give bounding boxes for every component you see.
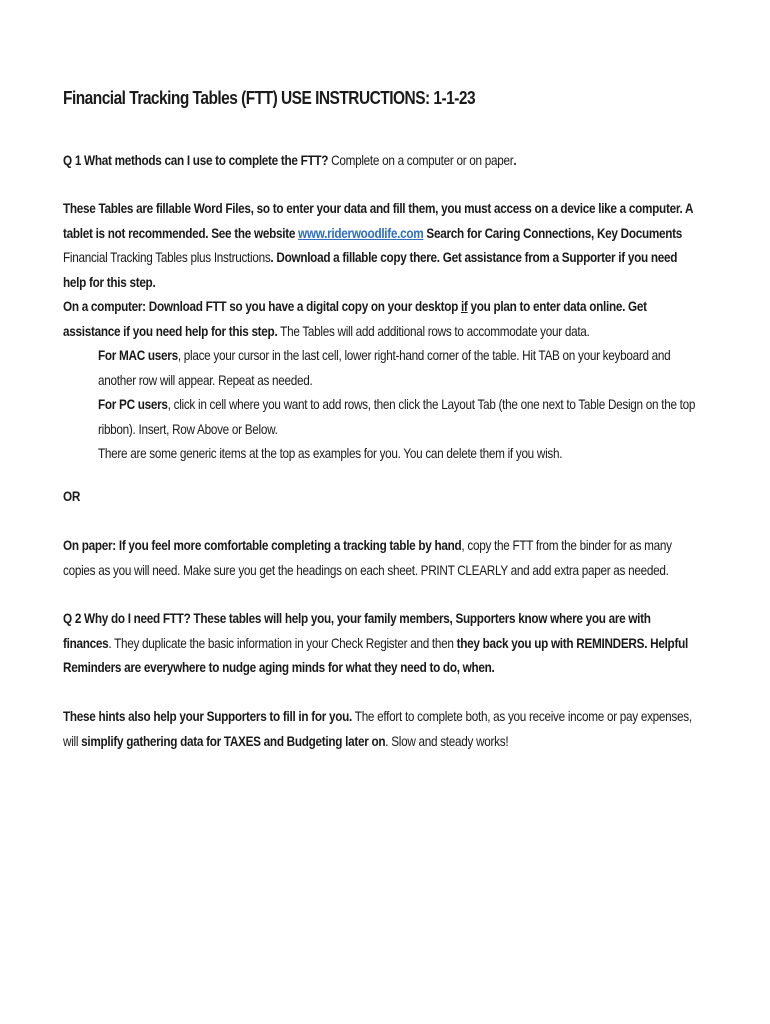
hints-text-1: The effort to complete both, as you receive income or pay expenses, will (63, 708, 692, 749)
computer-underlined-if: if (460, 298, 468, 314)
hints-paragraph (63, 704, 701, 753)
computer-text-3: The Tables will add additional rows to accommodate your data. (277, 322, 590, 339)
q1-answer: Complete on a computer or on paper (328, 152, 514, 168)
q1-question: Q 1 What methods can I use to complete the FTT? (63, 152, 329, 168)
fillable-text-1: These Tables are fillable Word Files, so to enter your data and fill them, you must access on a device like a computer. A tablet is not recommended. See the website (63, 200, 693, 241)
website-link[interactable]: www.riderwoodlife.com (298, 224, 424, 241)
mac-label: For MAC users (98, 347, 178, 363)
hints-bold-2: simplify gathering data for TAXES and Budgeting later on (81, 732, 386, 749)
pc-label: For PC users (98, 396, 168, 412)
or-separator: OR (63, 488, 81, 504)
hints-bold-1: These hints also help your Supporters to fill in for you. (63, 708, 353, 724)
computer-text-1: On a computer: Download FTT so you have a digital copy on your desktop (63, 298, 461, 314)
pc-text: , click in cell where you want to add rows, then click the Layout Tab (the one next to Table Design on the top ribbon). Insert, Row Above or Below. (98, 396, 696, 437)
computer-text-2: you plan to enter data online. Get assistance if you need help for this step. (63, 298, 647, 339)
q1-period: . (513, 152, 517, 168)
fillable-paragraph (63, 196, 701, 294)
document-title: Financial Tracking Tables (FTT) USE INSTRUCTIONS: 1-1-23 (63, 88, 476, 108)
q2-question: Q 2 Why do I need FTT? These tables will help you, your family members, Supporters know where you are with finances (63, 610, 651, 651)
q2-paragraph (63, 606, 701, 680)
paper-paragraph (63, 533, 701, 582)
hints-text-2: . Slow and steady works! (385, 732, 509, 749)
mac-text: , place your cursor in the last cell, lower right-hand corner of the table. Hit TAB on your keyboard and another row will appear. Repeat as needed. (98, 347, 671, 388)
pc-paragraph (98, 392, 699, 441)
mac-paragraph (98, 343, 699, 392)
q2-bold-3: . Helpful Reminders are everywhere to nudge aging minds for what they need to do, when. (63, 634, 688, 675)
fillable-text-2: Search for Caring Connections, Key Documents (423, 224, 683, 241)
computer-paragraph (63, 294, 701, 343)
paper-label: On paper: If you feel more comfortable completing a tracking table by hand (63, 537, 462, 553)
paper-text: , copy the FTT from the binder for as many copies as you will need. Make sure you get the headings on each sheet. PRINT CLEARLY and add extra paper as needed. (63, 537, 672, 578)
fillable-text-3: Financial Tracking Tables plus Instructions (63, 249, 271, 265)
fillable-text-4: . Download a fillable copy there. Get assistance from a Supporter if you need help for this step. (63, 249, 678, 290)
generic-items-note: There are some generic items at the top as examples for you. You can delete them if you wish. (98, 445, 563, 461)
q2-bold-2: they back you up with REMINDERS (456, 634, 645, 651)
q2-text-1: . They duplicate the basic information in your Check Register and then (108, 634, 457, 651)
q1-paragraph (63, 148, 701, 173)
